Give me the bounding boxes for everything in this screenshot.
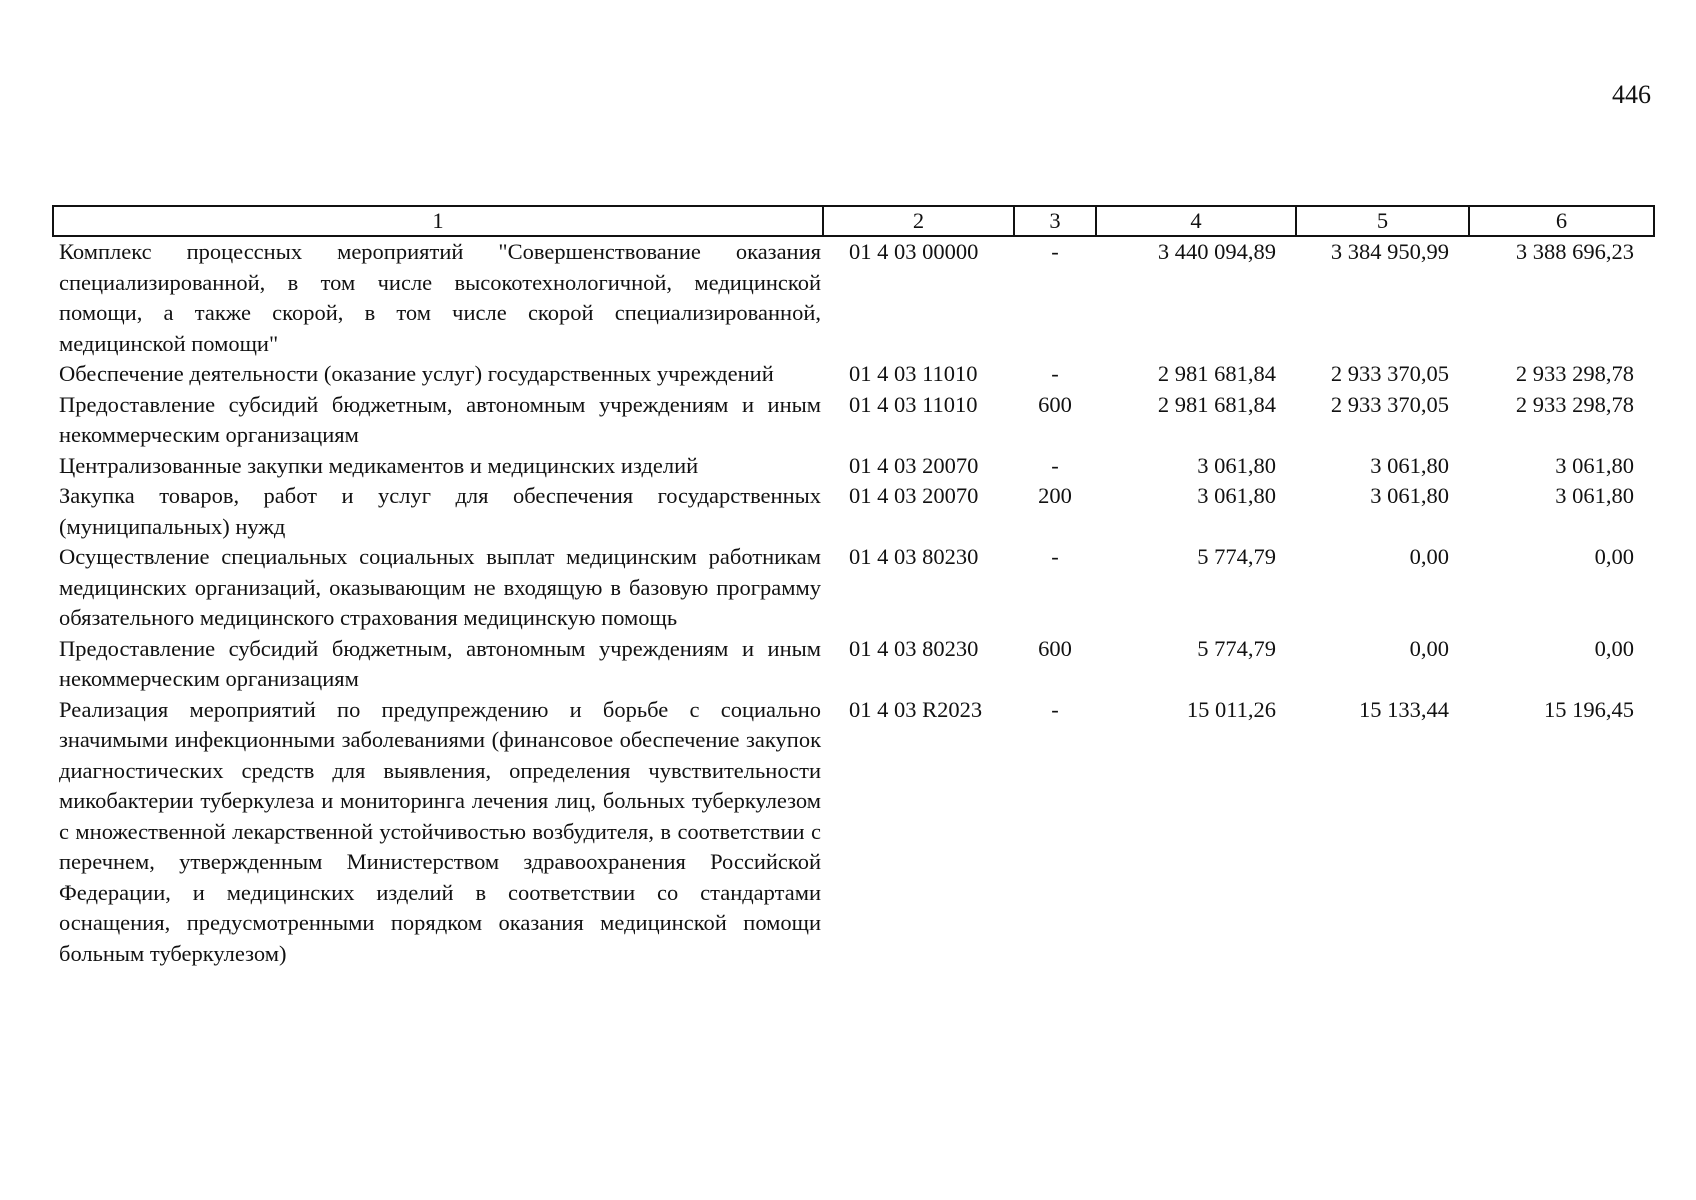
header-col-2: 2	[823, 206, 1014, 236]
code-cell: 01 4 03 20070	[849, 452, 979, 478]
amount-col-6-cell: 0,00	[1594, 544, 1634, 569]
amount-col-4-cell: 3 061,80	[1197, 483, 1276, 508]
amount-col-4-cell: 5 774,79	[1197, 635, 1276, 661]
table-row	[53, 634, 1654, 695]
amount-col-5-cell: 0,00	[1409, 544, 1449, 569]
expense-type-cell: -	[1051, 696, 1059, 722]
expense-type-cell: -	[1051, 452, 1059, 478]
table-row	[53, 236, 1654, 359]
amount-col-4-cell: 2 981 681,84	[1157, 361, 1276, 386]
amount-col-5-cell: 0,00	[1409, 635, 1449, 661]
page-number: 446	[1612, 80, 1651, 109]
code-cell: 01 4 03 20070	[849, 483, 979, 508]
expense-type-cell: -	[1051, 544, 1059, 569]
name-cell: Реализация мероприятий по предупреждению и борьбе с социально значимыми инфекционными заболеваниями (финансовое обеспечение закупок диагностических средств для выявления, определения чувствительности микобактерии туберкулеза и мониторинга лечения лиц, больных туберкулезом с множественной лекарственной устойчивостью возбудителя, в соответствии с перечнем, утвержденным Министерством здравоохранения Российской Федерации, и медицинских изделий в соответствии со стандартами оснащения, предусмотренными порядком оказания медицинской помощи больным туберкулезом)	[59, 696, 821, 966]
table-row	[53, 542, 1654, 634]
amount-col-6-cell: 3 388 696,23	[1515, 239, 1634, 264]
amount-col-6-cell: 0,00	[1594, 635, 1634, 661]
code-cell: 01 4 03 R2023	[849, 696, 983, 722]
code-cell: 01 4 03 11010	[849, 391, 978, 417]
name-cell: Предоставление субсидий бюджетным, автономным учреждениям и иным некоммерческим организациям	[59, 635, 821, 691]
amount-col-6-cell: 3 061,80	[1555, 483, 1634, 508]
code-cell: 01 4 03 11010	[849, 361, 978, 386]
table-row	[53, 359, 1654, 390]
name-cell: Централизованные закупки медикаментов и медицинских изделий	[59, 452, 699, 478]
header-col-3: 3	[1014, 206, 1096, 236]
amount-col-5-cell: 2 933 370,05	[1330, 391, 1449, 417]
amount-col-5-cell: 15 133,44	[1359, 696, 1449, 722]
header-col-1: 1	[53, 206, 823, 236]
name-cell: Предоставление субсидий бюджетным, автономным учреждениям и иным некоммерческим организациям	[59, 391, 821, 447]
name-cell: Закупка товаров, работ и услуг для обеспечения государственных (муниципальных) нужд	[59, 483, 821, 539]
expense-type-cell: 600	[1038, 635, 1072, 661]
table-row	[53, 695, 1654, 970]
amount-col-4-cell: 3 061,80	[1197, 452, 1276, 478]
amount-col-6-cell: 3 061,80	[1555, 452, 1634, 478]
amount-col-4-cell: 3 440 094,89	[1157, 239, 1276, 264]
expense-type-cell: 600	[1038, 391, 1072, 417]
amount-col-4-cell: 5 774,79	[1197, 544, 1276, 569]
amount-col-5-cell: 3 061,80	[1370, 452, 1449, 478]
code-cell: 01 4 03 80230	[849, 635, 979, 661]
amount-col-6-cell: 2 933 298,78	[1515, 361, 1634, 386]
code-cell: 01 4 03 00000	[849, 239, 979, 264]
budget-table	[52, 205, 1655, 969]
amount-col-5-cell: 3 384 950,99	[1330, 239, 1449, 264]
name-cell: Осуществление специальных социальных выплат медицинским работникам медицинских организаций, оказывающим не входящую в базовую программу обязательного медицинского страхования медицинскую помощь	[59, 544, 821, 630]
amount-col-4-cell: 2 981 681,84	[1157, 391, 1276, 417]
amount-col-4-cell: 15 011,26	[1186, 696, 1276, 722]
table-row	[53, 451, 1654, 482]
amount-col-5-cell: 2 933 370,05	[1330, 361, 1449, 386]
amount-col-6-cell: 15 196,45	[1544, 696, 1634, 722]
header-col-5: 5	[1296, 206, 1469, 236]
expense-type-cell: -	[1051, 361, 1059, 386]
table-row	[53, 390, 1654, 451]
header-col-4: 4	[1096, 206, 1296, 236]
table-header	[53, 206, 1654, 236]
name-cell: Обеспечение деятельности (оказание услуг) государственных учреждений	[59, 361, 774, 386]
amount-col-5-cell: 3 061,80	[1370, 483, 1449, 508]
table-body	[53, 236, 1654, 969]
name-cell: Комплекс процессных мероприятий "Совершенствование оказания специализированной, в том числе высокотехнологичной, медицинской помощи, а также скорой, в том числе скорой специализированной, медицинской помощи"	[59, 239, 821, 356]
header-row	[53, 206, 1654, 236]
amount-col-6-cell: 2 933 298,78	[1515, 391, 1634, 417]
code-cell: 01 4 03 80230	[849, 544, 979, 569]
expense-type-cell: -	[1051, 239, 1059, 264]
header-col-6: 6	[1469, 206, 1654, 236]
expense-type-cell: 200	[1038, 483, 1072, 508]
table-row	[53, 481, 1654, 542]
